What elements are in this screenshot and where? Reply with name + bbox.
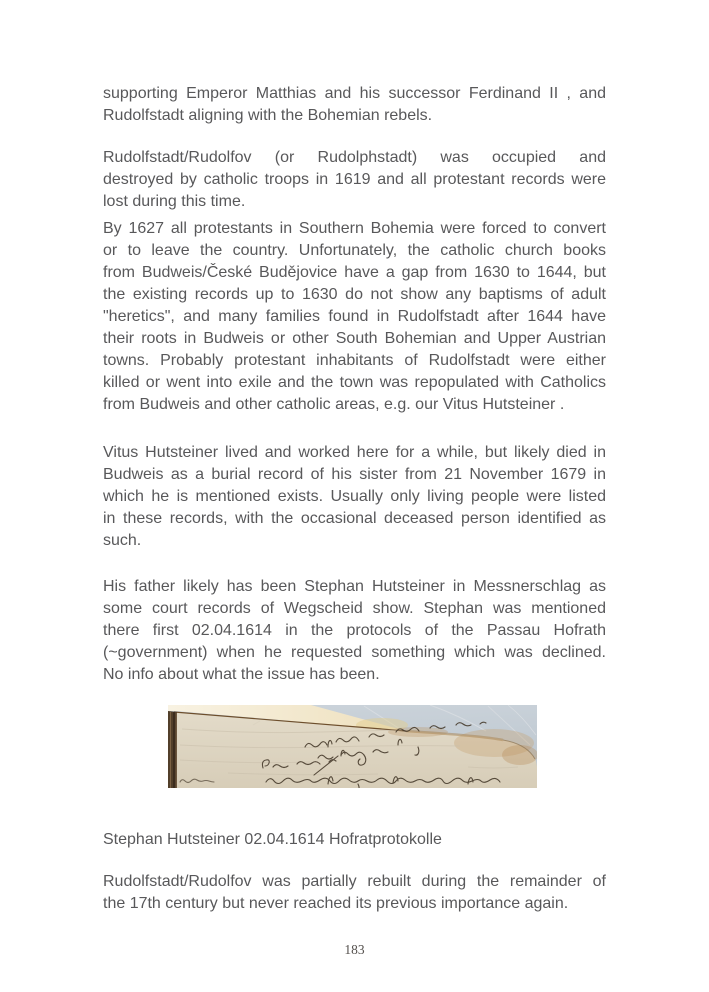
text-line: their roots in Budweis or other South Bohemian and Upper Austrian: [103, 330, 606, 347]
text-line: Budweis as a burial record of his sister from 21 November 1679 in: [103, 466, 606, 483]
text-line: Rudolfstadt/Rudolfov was partially rebuilt during the remainder of: [103, 873, 606, 890]
text-line: which he is mentioned exists. Usually only living people were listed: [103, 488, 606, 505]
paragraph-intro: [103, 83, 606, 127]
text-line: His father likely has been Stephan Hutsteiner in Messnerschlag as: [103, 578, 606, 595]
text-line: or to leave the country. Unfortunately, the catholic church books: [103, 242, 606, 259]
text-line: the existing records up to 1630 do not show any baptisms of adult: [103, 286, 606, 303]
paragraph-vitus-hutsteiner: [103, 442, 606, 552]
text-line: destroyed by catholic troops in 1619 and all protestant records were: [103, 171, 606, 188]
text-line: from Budweis and other catholic areas, e.g. our Vitus Hutsteiner .: [103, 396, 565, 413]
paragraph-rebuilt: [103, 871, 606, 915]
page-number: 183: [344, 942, 365, 957]
text-line: "heretics", and many families found in Rudolfstadt after 1644 have: [103, 308, 606, 325]
text-line: killed or went into exile and the town was repopulated with Catholics: [103, 374, 606, 391]
text-line: (~government) when he requested something which was declined.: [103, 644, 606, 661]
text-line: lost during this time.: [103, 193, 246, 210]
text-line: towns. Probably protestant inhabitants of Rudolfstadt were either: [103, 352, 606, 369]
text-line: Rudolfstadt aligning with the Bohemian rebels.: [103, 107, 433, 124]
text-line: such.: [103, 532, 142, 549]
text-line: from Budweis/České Budějovice have a gap from 1630 to 1644, but: [103, 264, 606, 281]
paragraph-counterreformation: [103, 218, 606, 416]
text-line: some court records of Wegscheid show. Stephan was mentioned: [103, 600, 606, 617]
text-line: No info about what the issue has been.: [103, 666, 380, 683]
text-line: there first 02.04.1614 in the protocols of the Passau Hofrath: [103, 622, 606, 639]
manuscript-photo: [168, 705, 537, 788]
text-line: in these records, with the occasional deceased person identified as: [103, 510, 606, 527]
text-line: supporting Emperor Matthias and his successor Ferdinand II , and: [103, 85, 606, 102]
paragraph-stephan-hutsteiner: [103, 576, 606, 686]
text-line: By 1627 all protestants in Southern Bohemia were forced to convert: [103, 220, 606, 237]
text-line: Vitus Hutsteiner lived and worked here for a while, but likely died in: [103, 444, 606, 461]
document-content: [103, 0, 606, 958]
paragraph-occupation: [103, 147, 606, 213]
text-line: the 17th century but never reached its previous importance again.: [103, 895, 569, 912]
text-line: Rudolfstadt/Rudolfov (or Rudolphstadt) was occupied and: [103, 149, 606, 166]
manuscript-photo-illustration: [168, 705, 537, 788]
figure-caption: Stephan Hutsteiner 02.04.1614 Hofratprotokolle: [103, 831, 442, 848]
